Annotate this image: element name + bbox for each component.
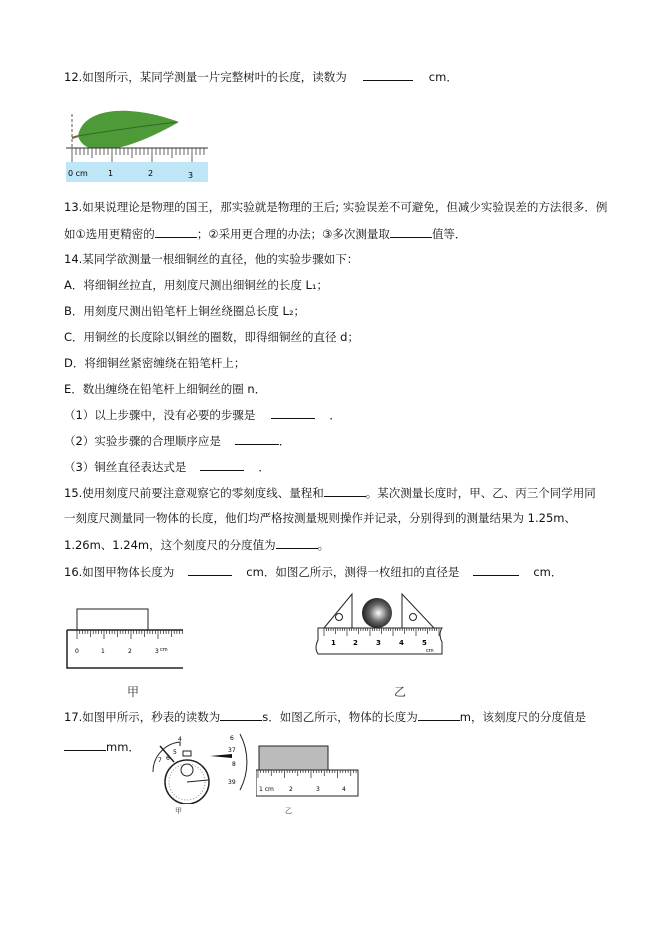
question-line-q14-3 (64, 458, 270, 475)
question-text: 一刻度尺测量同一物体的长度，他们均严格按测量规则操作并记录，分别得到的测量结果为 1.25m、 (64, 511, 576, 525)
answer-blank[interactable] (155, 225, 197, 238)
triangle-right (402, 594, 434, 628)
tick-label: 3 (155, 648, 159, 655)
question-text: （1）以上步骤中，没有必要的步骤是 (64, 408, 256, 422)
second-scale (240, 734, 247, 790)
question-text: 。某次测量长度时，甲、乙、丙三个同学用同 (365, 486, 596, 500)
tick-label: 1 (108, 169, 114, 178)
question-text: D．将细铜丝紧密缠绕在铅笔杆上； (64, 356, 246, 370)
fig16-jia-caption: 甲 (127, 685, 140, 699)
question-line-q13-1 (64, 199, 607, 215)
tick-label: 1 (101, 648, 105, 655)
answer-blank[interactable] (235, 432, 279, 445)
question-text: 16.如图甲物体长度为 (64, 565, 175, 579)
fig16-jia-ruler (66, 608, 184, 670)
question-text: mm． (106, 740, 140, 754)
question-line-q14-d (64, 355, 245, 371)
triangle-left (324, 594, 352, 628)
tick-label: 4 (342, 786, 346, 793)
question-text: 14.某同学欲测量一根细铜丝的直径，他的实验步骤如下： (64, 252, 359, 266)
fig17-jia-caption: 甲 (175, 807, 182, 815)
question-text: cm． (533, 565, 563, 579)
question-text: B．用刻度尺测出铅笔杆上铜丝绕圈总长度 L₂； (64, 304, 306, 318)
question-text: ；②采用更合理的办法；③多次测量取 (196, 227, 390, 241)
second-pointer (210, 754, 232, 758)
tick-label: 39 (228, 779, 236, 786)
question-text: A．将细铜丝拉直，用刻度尺测出细铜丝的长度 L₁； (64, 278, 329, 292)
question-text: 15.使用刻度尺前要注意观察它的零刻度线、量程和 (64, 486, 324, 500)
question-text: （3）铜丝直径表达式是 (64, 460, 187, 474)
question-line-q14-a (64, 277, 328, 293)
question-line-q15-2 (64, 510, 576, 526)
tick-label: 2 (289, 786, 293, 793)
question-line-q16 (64, 563, 562, 580)
tick-label: 6 (230, 735, 234, 742)
question-text: C．用铜丝的长度除以铜丝的圈数，即得细铜丝的直径 d； (64, 330, 359, 344)
question-line-q17-2 (64, 738, 140, 755)
tick-label: 1 cm (259, 786, 274, 793)
question-line-q14-c (64, 329, 359, 345)
question-line-q14-b (64, 303, 305, 319)
question-text: 值等． (431, 227, 467, 241)
question-text: 1.26m、1.24m，这个刻度尺的分度值为 (64, 538, 276, 552)
question-text: 12.如图所示，某同学测量一片完整树叶的长度，读数为 (64, 70, 347, 84)
fig16-yi-button-measure (314, 590, 450, 658)
tick-label: 37 (228, 747, 236, 754)
fig16-yi-caption: 乙 (394, 685, 407, 699)
question-text: cm． (428, 70, 458, 84)
leaf-ruler-figure (64, 100, 209, 184)
question-line-q15-3 (64, 536, 329, 553)
question-text: ． (329, 408, 341, 422)
leaf-stem (72, 136, 78, 138)
tick-label: 2 (148, 169, 154, 178)
question-text: 17.如图甲所示，秒表的读数为 (64, 710, 221, 724)
tick-label: 3 (188, 171, 194, 180)
question-line-q14-e (64, 381, 266, 397)
answer-blank[interactable] (363, 68, 413, 81)
question-line-q14-1 (64, 406, 341, 423)
tick-label: 2 (128, 648, 132, 655)
question-line-q13-2 (64, 225, 466, 242)
question-text: E．数出缠绕在铅笔杆上细铜丝的圈 n． (64, 382, 267, 396)
question-line-q15-1 (64, 484, 596, 501)
tick-label: 4 (178, 736, 182, 743)
question-text: cm．如图乙所示，测得一枚纽扣的直径是 (246, 565, 460, 579)
tick-label: cm (426, 648, 434, 654)
button-coin (362, 598, 392, 628)
tick-label: cm (160, 647, 168, 653)
answer-blank[interactable] (418, 708, 460, 721)
question-line-q14-2 (64, 432, 290, 449)
leaf-image (78, 111, 179, 150)
tick-label: 6 (166, 755, 170, 762)
question-text: （2）实验步骤的合理顺序应是 (64, 434, 221, 448)
answer-blank[interactable] (200, 458, 244, 471)
tick-label: 5 (173, 749, 177, 756)
answer-blank[interactable] (220, 708, 262, 721)
question-text: 13.如果说理论是物理的国王，那实验就是物理的王后; 实验误差不可避免，但减少实验误差的方法很多．例 (64, 200, 608, 214)
answer-blank[interactable] (271, 406, 315, 419)
question-line-q17-1 (64, 708, 586, 725)
tick-label: 2 (353, 639, 358, 647)
tick-label: 5 (422, 639, 427, 647)
question-line-q12 (64, 68, 458, 85)
tick-label: 0 cm (68, 169, 88, 178)
tick-label: 7 (158, 757, 162, 764)
question-text: m，该刻度尺的分度值是 (459, 710, 586, 724)
fig17-yi-ruler (256, 745, 360, 797)
answer-blank[interactable] (473, 563, 519, 576)
tick-label: 8 (232, 761, 236, 768)
answer-blank[interactable] (64, 738, 106, 751)
tick-label: 0 (75, 648, 79, 655)
question-text: 如①选用更精密的 (64, 227, 155, 241)
question-text: ． (278, 434, 291, 448)
tick-label: 1 (331, 639, 336, 647)
measured-block (259, 746, 328, 770)
answer-blank[interactable] (276, 536, 318, 549)
tick-label: 3 (316, 786, 320, 793)
answer-blank[interactable] (390, 225, 432, 238)
question-text: s．如图乙所示，物体的长度为 (262, 710, 418, 724)
fig17-yi-caption: 乙 (285, 807, 292, 815)
measured-block (77, 609, 148, 630)
question-text: 。 (317, 538, 330, 552)
answer-blank[interactable] (188, 563, 232, 576)
tick-label: 4 (399, 639, 404, 647)
question-text: ． (258, 460, 270, 474)
question-line-q14 (64, 251, 358, 267)
fig17-jia-stopwatch (148, 732, 253, 804)
answer-blank[interactable] (324, 484, 366, 497)
tick-label: 3 (376, 639, 381, 647)
